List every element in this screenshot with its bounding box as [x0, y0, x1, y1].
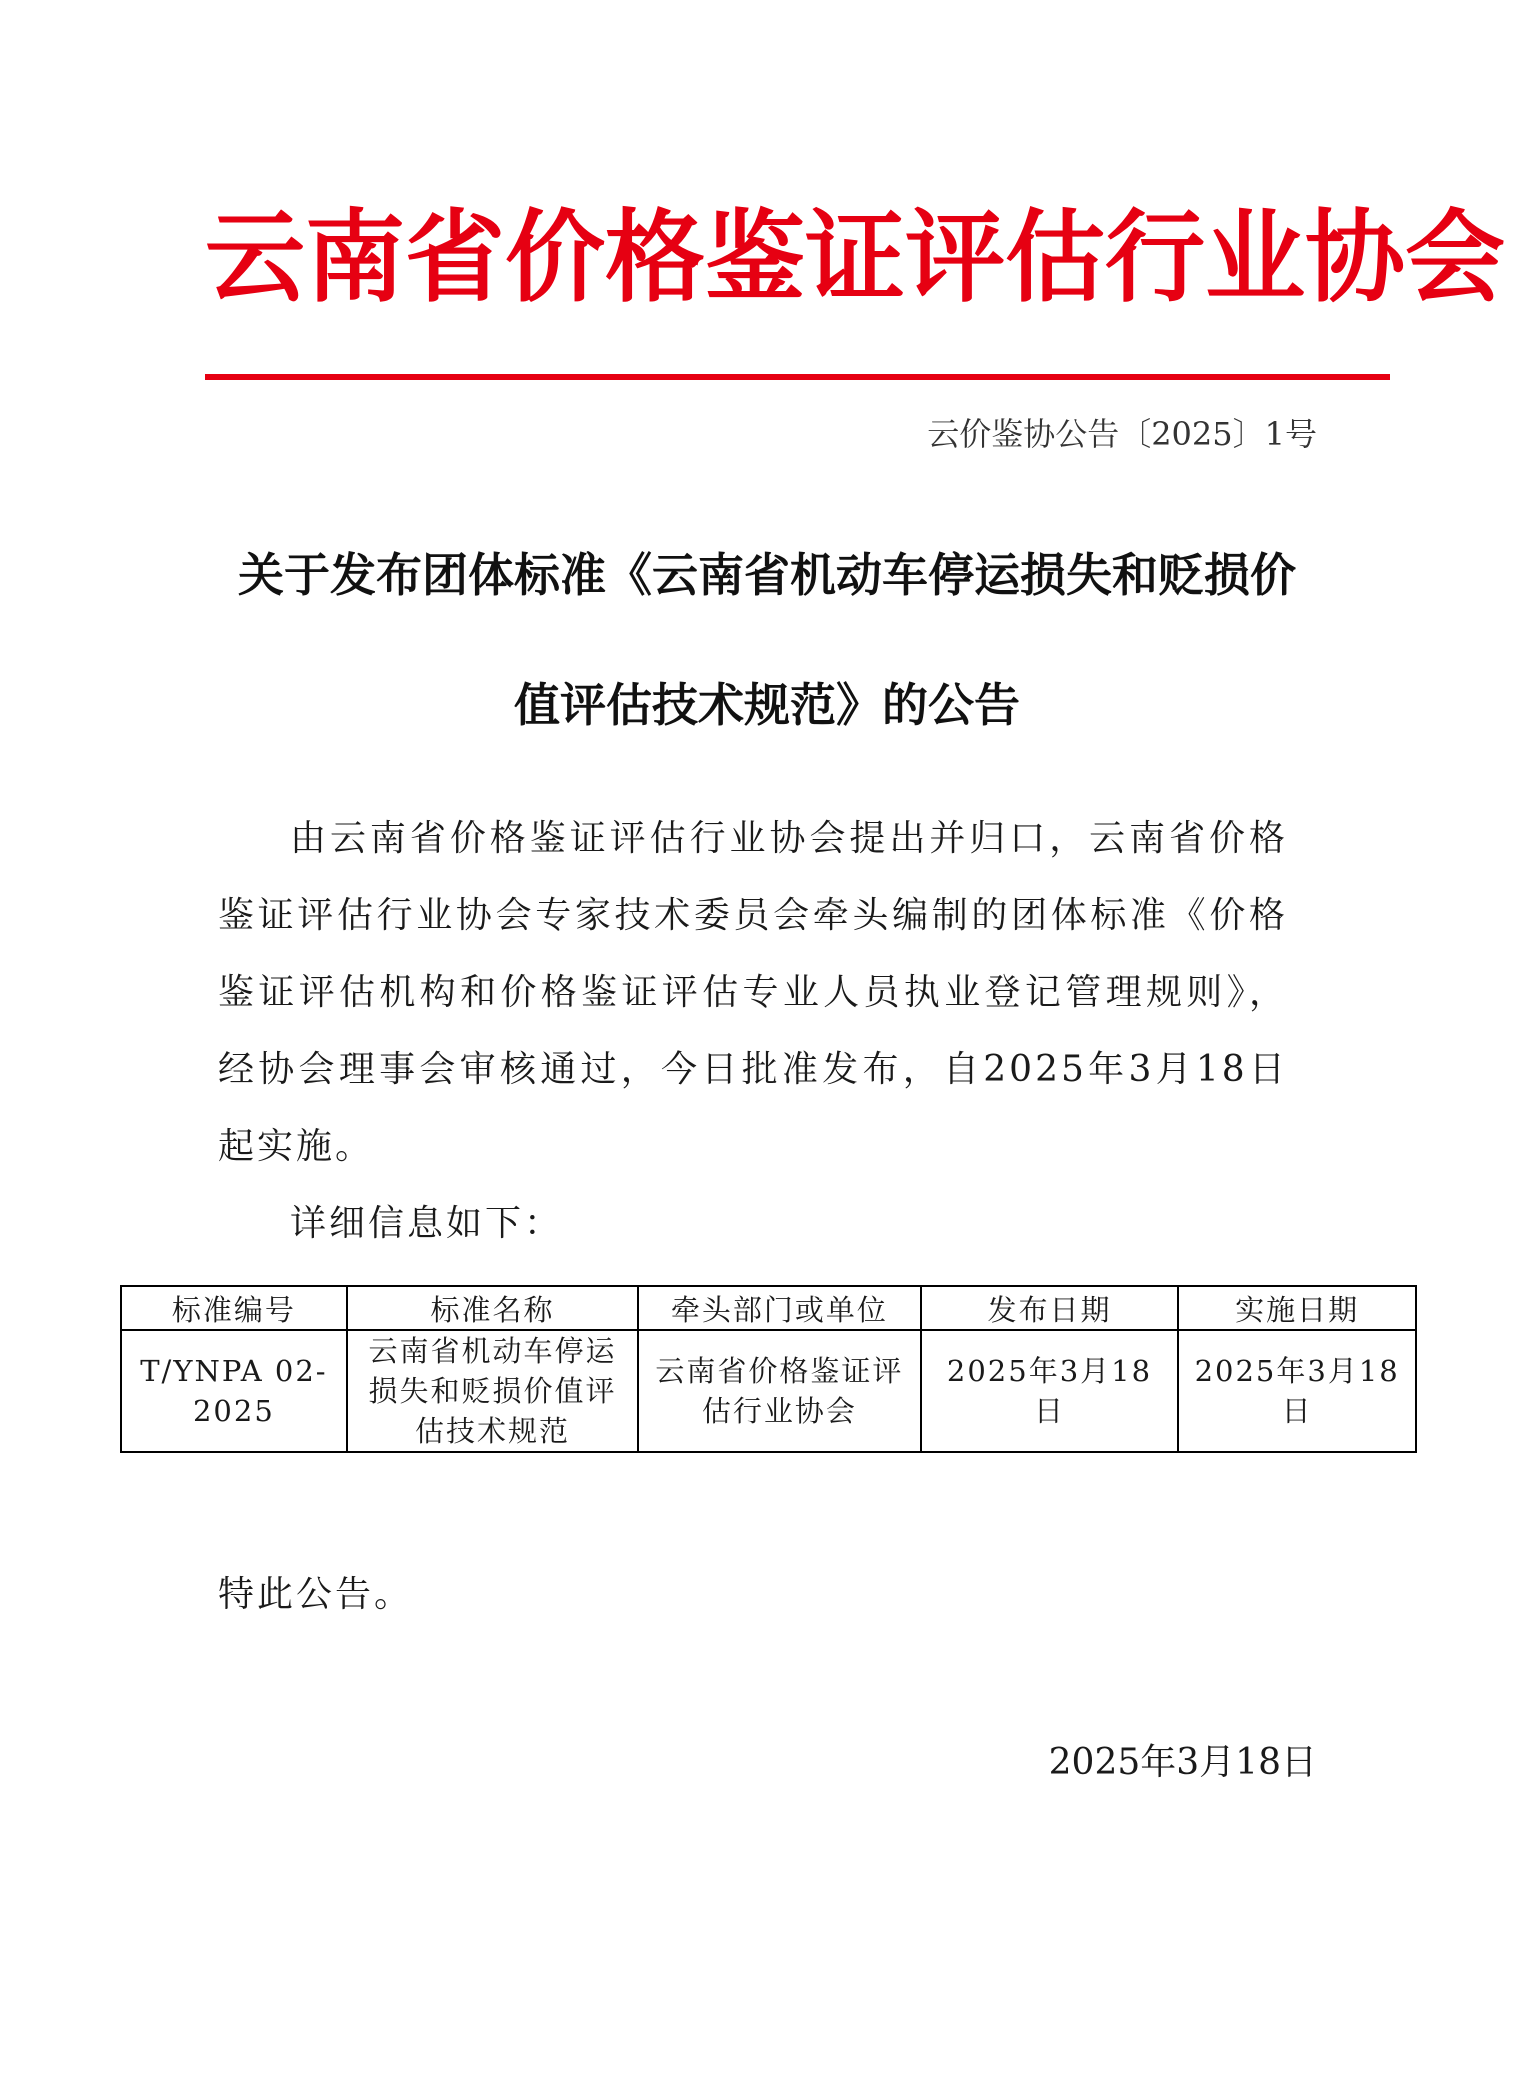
- header-lead-unit: 牵头部门或单位: [638, 1286, 920, 1330]
- header-effective-date: 实施日期: [1178, 1286, 1416, 1330]
- organization-header: 云南省价格鉴证评估行业协会: [205, 199, 1505, 316]
- cell-release-date: 2025年3月18日: [921, 1330, 1179, 1452]
- body-paragraph-1: 由云南省价格鉴证评估行业协会提出并归口，云南省价格鉴证评估行业协会专家技术委员会牵头编制的团体标准《价格鉴证评估机构和价格鉴证评估专业人员执业登记管理规则》，经协会理事会审核通过，今日批准发布，自2025年3月18日起实施。: [218, 818, 1288, 1167]
- header-release-date: 发布日期: [921, 1286, 1179, 1330]
- cell-effective-date: 2025年3月18日: [1178, 1330, 1416, 1452]
- cell-standard-name: 云南省机动车停运损失和贬损价值评估技术规范: [347, 1330, 638, 1452]
- table-header-row: [121, 1286, 1416, 1330]
- standards-table: [120, 1285, 1417, 1453]
- signature-date: 2025年3月18日: [1048, 1742, 1317, 1783]
- notice-title-line-2: 值评估技术规范》的公告: [514, 678, 1020, 732]
- closing-statement: 特此公告。: [218, 1574, 414, 1615]
- cell-standard-number: T/YNPA 02-2025: [121, 1330, 347, 1452]
- table-row: [121, 1330, 1416, 1452]
- notice-body: [218, 800, 1288, 1262]
- body-paragraph-2: 详细信息如下：: [290, 1203, 564, 1244]
- cell-lead-unit: 云南省价格鉴证评估行业协会: [638, 1330, 920, 1452]
- document-number: 云价鉴协公告〔2025〕1号: [927, 415, 1317, 453]
- notice-title-line-1: 关于发布团体标准《云南省机动车停运损失和贬损价: [238, 548, 1296, 602]
- header-standard-name: 标准名称: [347, 1286, 638, 1330]
- red-divider: [205, 374, 1390, 380]
- header-standard-number: 标准编号: [121, 1286, 347, 1330]
- notice-title: [200, 510, 1334, 770]
